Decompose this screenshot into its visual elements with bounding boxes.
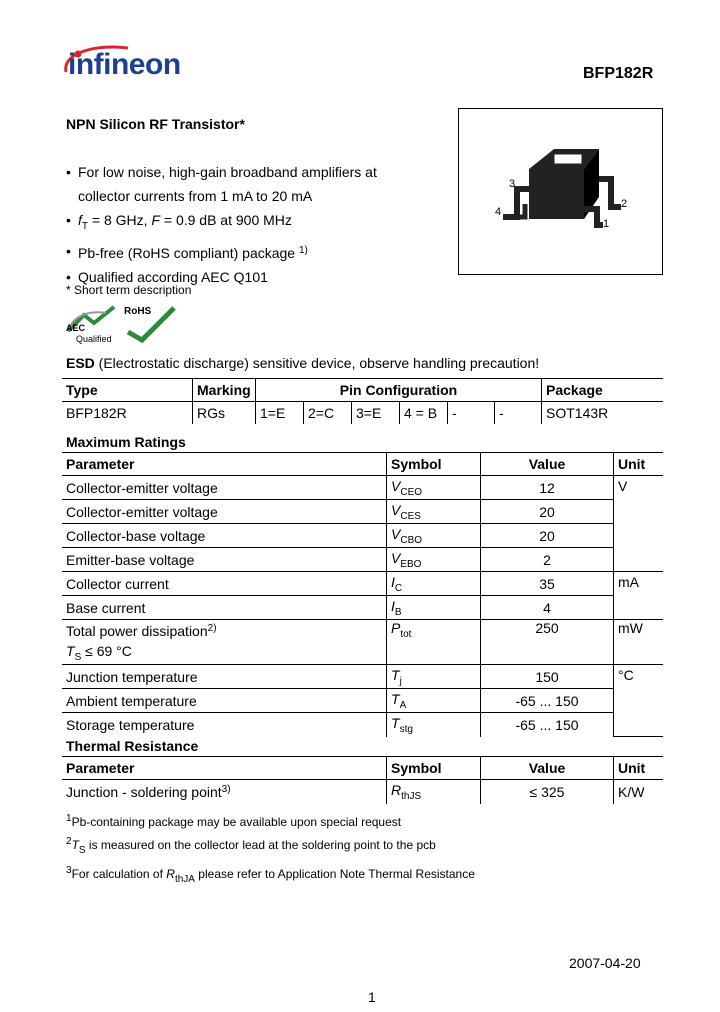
pin-label: 1: [603, 218, 610, 230]
cell-pin: 3=E: [352, 402, 400, 425]
sot143r-package-icon: [459, 109, 662, 274]
page-number: 1: [368, 989, 376, 1005]
thermal-table: Parameter Symbol Value Unit Junction - soldering point$^{3)}$ $R_{thJS}$ ≤ 325 K/W: [62, 756, 663, 804]
aec-qualified-logo: AEC Qualified: [64, 305, 120, 345]
document-date: 2007-04-20: [569, 955, 641, 971]
cell-pin: -: [495, 402, 542, 425]
feature-item: • Pb-free (RoHS compliant) package $^{1)}$: [66, 239, 377, 265]
footnote-2: $^2T_S$ is measured on the collector lead at the soldering point to the pcb: [66, 836, 436, 856]
part-number-header: BFP182R: [583, 65, 654, 82]
thermal-title: Thermal Resistance: [66, 738, 199, 754]
cell-marking: RGs: [193, 402, 256, 425]
cell-package: SOT143R: [542, 402, 664, 425]
document-subtitle: NPN Silicon RF Transistor*: [66, 116, 245, 132]
feature-list: [66, 160, 377, 289]
col-package: Package: [542, 379, 664, 402]
col-pin-config: Pin Configuration: [256, 379, 542, 402]
package-drawing: [458, 108, 663, 275]
esd-warning: ESD (Electrostatic discharge) sensitive device, observe handling precaution!: [66, 355, 540, 371]
col-marking: Marking: [193, 379, 256, 402]
footnotes: [66, 809, 475, 890]
max-ratings-title: Maximum Ratings: [66, 434, 186, 450]
type-table: [62, 378, 663, 424]
footnote-1: $^1$Pb-containing package may be available upon special request: [66, 813, 402, 829]
cell-pin: 4 = B: [400, 402, 448, 425]
infineon-logo: [58, 40, 208, 90]
short-term-note: * Short term description: [66, 283, 192, 297]
feature-item: • For low noise, high-gain broadband amplifiers at collector currents from 1 mA to 20 mA: [66, 160, 377, 208]
max-ratings-table: Parameter Symbol Value Unit Collector-emitter voltage $V_{CEO}$ 12 V Collector-emitter voltage $V_{CES}$ 20 Collector-base voltage $V_{CBO}$ 20 Emitter-base voltage $V_{EBO}$ 2 Collector current $I_C$ 35 mA Base current $I_B$ 4 Total power dissipation$^{2)}$ $P_{tot}$ 250 mW $T_S \le 69$ °C Junction temperature $T_j$ 150 °C Ambient temperature $T_A$ -65 ... 150 Storage temperature $T_{stg}$ -65 ... 150: [62, 452, 663, 737]
feature-item: • Qualified according AEC Q101: [66, 265, 377, 289]
rohs-logo: RoHS: [122, 304, 180, 346]
cell-type: BFP182R: [66, 405, 127, 421]
pin-label: 3: [509, 178, 516, 190]
brand-name: infineon: [68, 48, 181, 81]
pin-label: 2: [621, 198, 628, 210]
cell-pin: 2=C: [304, 402, 352, 425]
feature-item: • $f_T = 8$ GHz, F = 0.9 dB at 900 MHz: [66, 208, 377, 239]
cell-pin: -: [448, 402, 495, 425]
col-type: Type: [62, 379, 193, 402]
footnote-3: $^3$For calculation of $R_{thJA}$ please refer to Application Note Thermal Resistance: [66, 865, 475, 885]
pin-label: 4: [495, 206, 502, 218]
cell-pin: 1=E: [256, 402, 304, 425]
